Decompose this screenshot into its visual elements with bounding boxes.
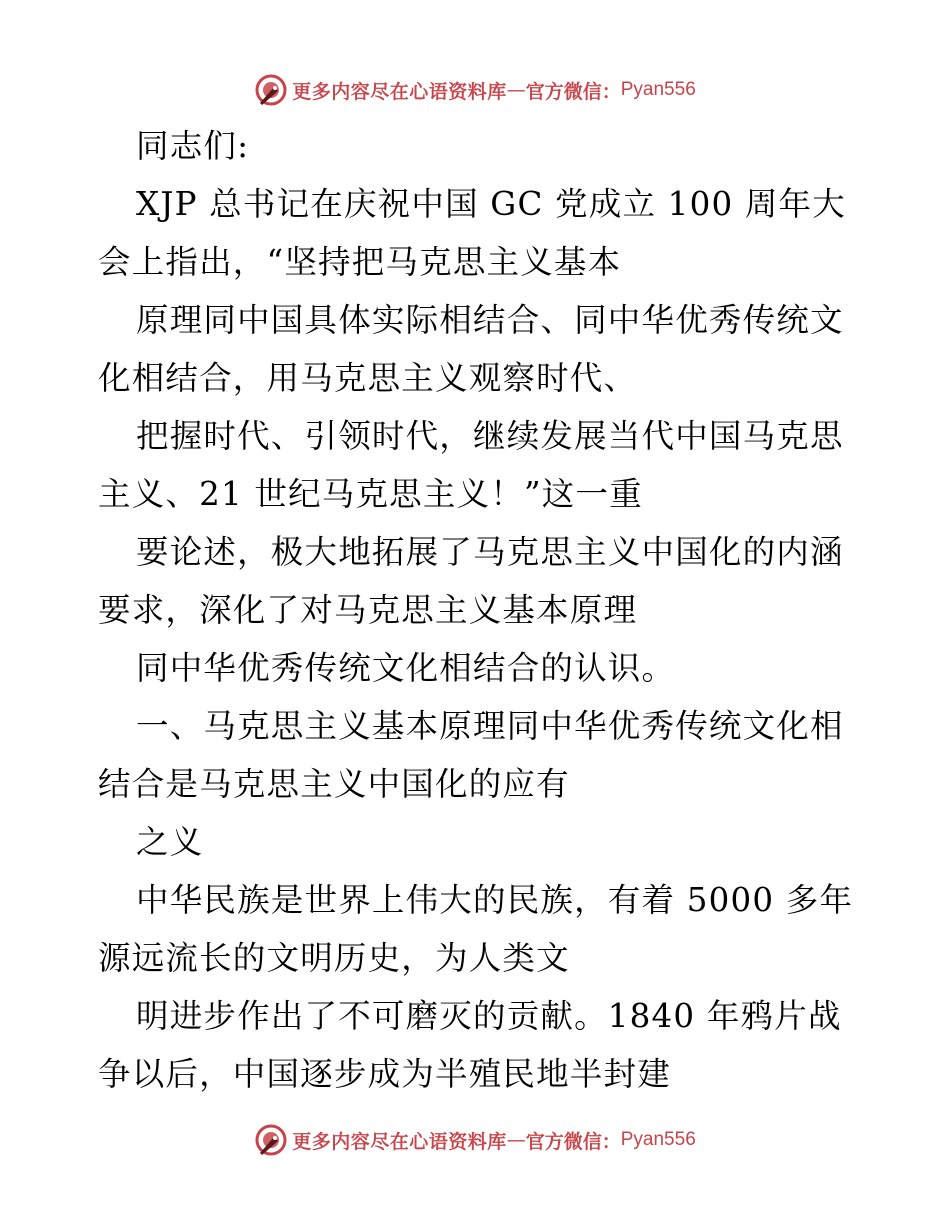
document-line: 要求，深化了对马克思主义基本原理	[98, 591, 638, 629]
document-line: XJP 总书记在庆祝中国 GC 党成立 100 周年大	[136, 185, 846, 223]
banner-wechat-handle: Pyan556	[620, 79, 696, 100]
footer-watermark-banner	[0, 1120, 950, 1160]
document-line: 结合是马克思主义中国化的应有	[98, 765, 570, 803]
document-line: 主义、21 世纪马克思主义！”这一重	[98, 475, 643, 513]
banner-dash: —	[506, 1129, 526, 1151]
document-line: 中华民族是世界上伟大的民族，有着 5000 多年	[136, 881, 854, 919]
document-line: 原理同中国具体实际相结合、同中华优秀传统文	[136, 301, 844, 339]
document-line: 要论述，极大地拓展了马克思主义中国化的内涵	[136, 533, 844, 571]
document-line: 会上指出，“坚持把马克思主义基本	[98, 243, 622, 281]
document-line: 争以后，中国逐步成为半殖民地半封建	[98, 1055, 671, 1093]
document-line: 化相结合，用马克思主义观察时代、	[98, 359, 638, 397]
document-line: 源远流长的文明历史，为人类文	[98, 939, 570, 977]
banner-brand-text: 更多内容尽在心语资料库	[292, 80, 507, 103]
document-line: 一、马克思主义基本原理同中华优秀传统文化相	[136, 707, 844, 745]
document-line: 之义	[136, 823, 204, 861]
banner-brand-text: 更多内容尽在心语资料库	[292, 1130, 507, 1153]
banner-wechat-handle: Pyan556	[620, 1129, 696, 1150]
banner-wechat-label: 官方微信：	[525, 1130, 621, 1153]
header-watermark-banner	[0, 70, 950, 110]
banner-wechat-label: 官方微信：	[525, 80, 621, 103]
pen-nib-logo-icon	[254, 73, 288, 107]
document-line: 同中华优秀传统文化相结合的认识。	[136, 649, 676, 687]
pen-nib-logo-icon	[254, 1123, 288, 1157]
document-line: 明进步作出了不可磨灭的贡献。1840 年鸦片战	[136, 997, 842, 1035]
document-line: 同志们:	[136, 127, 250, 165]
document-line: 把握时代、引领时代，继续发展当代中国马克思	[136, 417, 844, 455]
banner-dash: —	[506, 79, 526, 101]
